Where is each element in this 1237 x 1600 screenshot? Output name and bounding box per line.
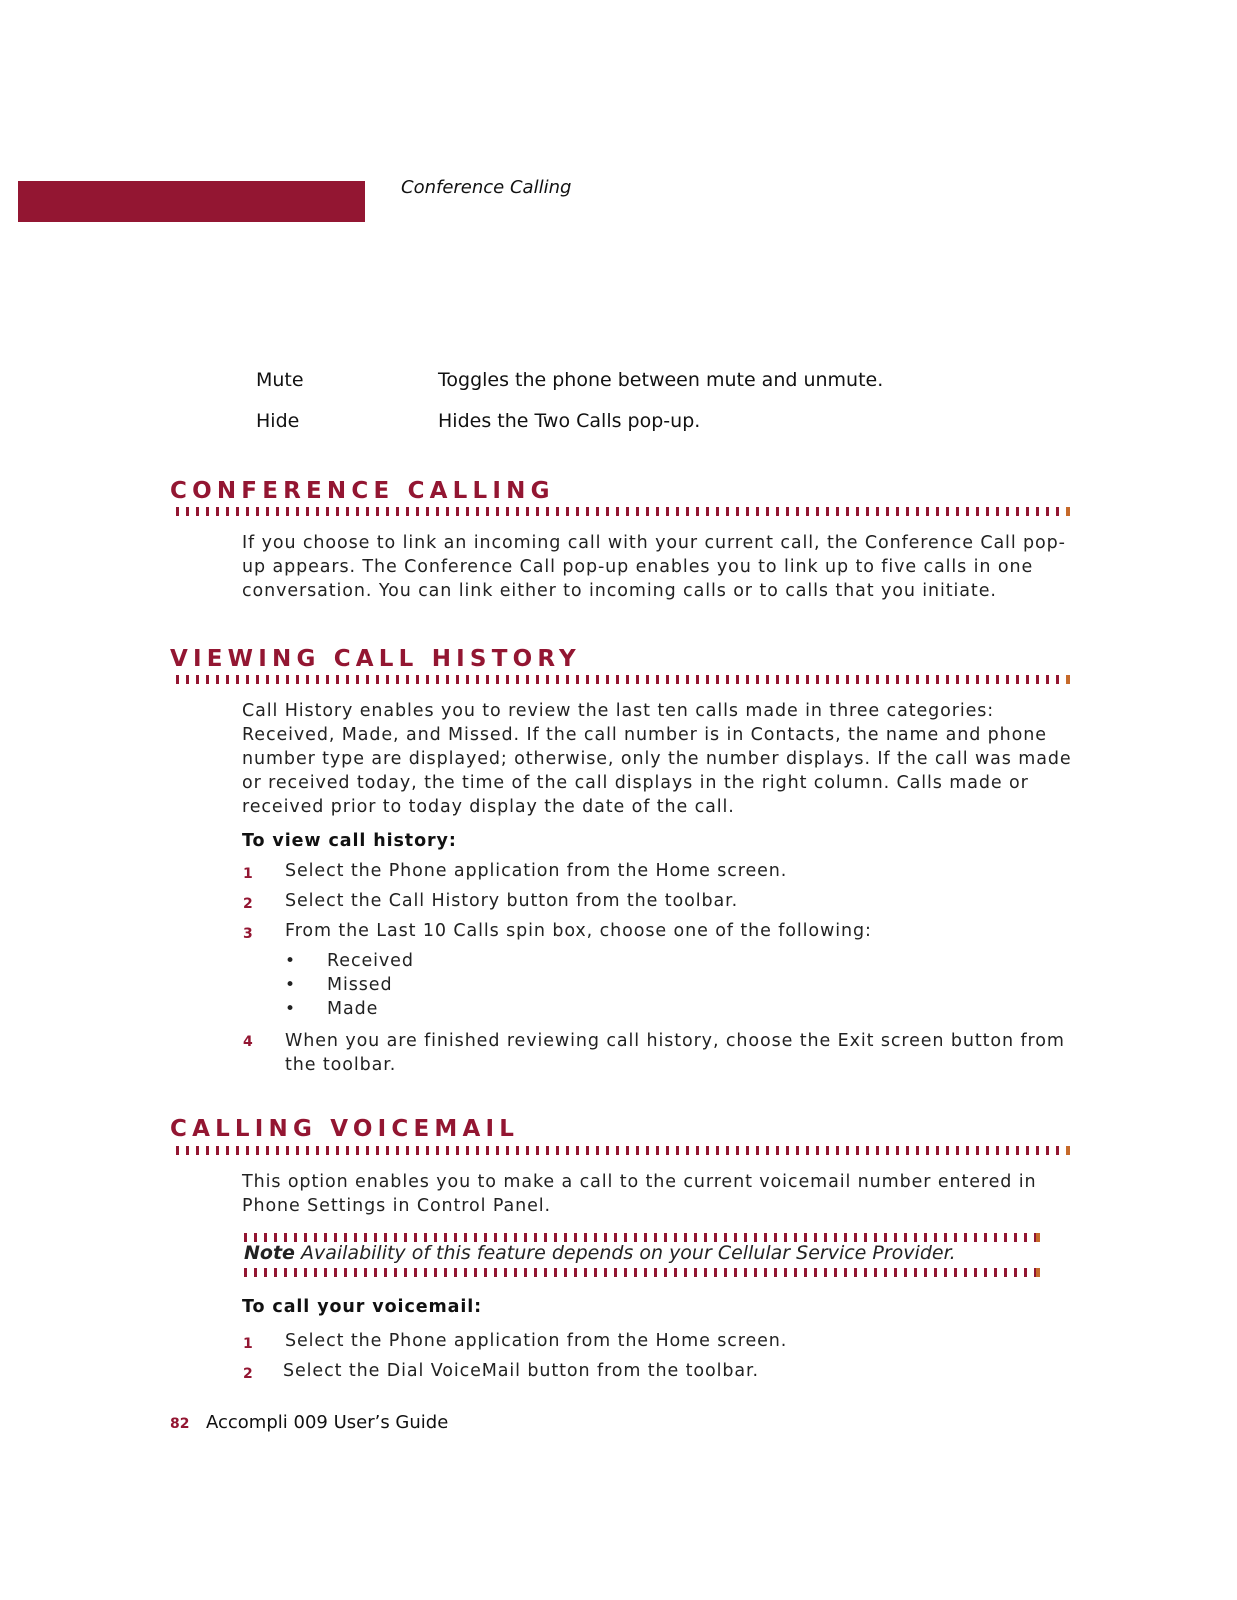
step-number: 3 [243, 926, 253, 942]
calling-voicemail-paragraph: This option enables you to make a call to the current voicemail number entered in Phone Settings in Control Panel. [242, 1172, 1037, 1216]
procedure-title-view-call-history: To view call history: [242, 831, 457, 851]
step-text: Select the Phone application from the Home screen. [285, 1331, 788, 1351]
section-heading-calling-voicemail: CALLING VOICEMAIL [170, 1116, 520, 1142]
bullet-icon: • [285, 999, 296, 1019]
section-heading-conference-calling: CONFERENCE CALLING [170, 478, 555, 504]
note-label: Note [244, 1242, 295, 1264]
section-heading-viewing-call-history: VIEWING CALL HISTORY [170, 646, 581, 672]
step-text: From the Last 10 Calls spin box, choose one of the following: [285, 921, 872, 941]
note-rule-bottom [244, 1268, 1036, 1277]
definition-term-hide: Hide [256, 410, 300, 432]
section-rule-end [1066, 1146, 1070, 1155]
bullet-item-missed: Missed [327, 975, 393, 995]
note [244, 1242, 956, 1264]
note-rule-end [1036, 1268, 1040, 1277]
call-history-paragraph: Call History enables you to review the last ten calls made in three categories: Received, Made, and Missed. If the call number is in Contacts, the name and phone number type are displayed; otherwise, only the number displays. If the call was made or received today, the time of the call displays in the right column. Calls made or received prior to today display the date of the call. [242, 701, 1072, 817]
bullet-icon: • [285, 975, 296, 995]
step-number: 1 [243, 866, 253, 882]
section-rule [176, 1146, 1066, 1155]
step-number: 4 [243, 1034, 253, 1050]
conference-calling-paragraph: If you choose to link an incoming call with your current call, the Conference Call pop-up appears. The Conference Call pop-up enables you to link up to five calls in one conversation. You can link either to incoming calls or to calls that you initiate. [242, 533, 1066, 601]
section-rule [176, 507, 1066, 516]
footer-guide-title: Accompli 009 User’s Guide [206, 1412, 449, 1433]
step-number: 2 [243, 1366, 253, 1382]
step-number: 1 [243, 1336, 253, 1352]
step-text: Select the Dial VoiceMail button from the toolbar. [283, 1361, 759, 1381]
step-text: When you are finished reviewing call history, choose the Exit screen button from the toolbar. [285, 1031, 1065, 1075]
definition-desc-mute: Toggles the phone between mute and unmute. [438, 369, 884, 391]
note-rule-end [1036, 1233, 1040, 1242]
bullet-icon: • [285, 951, 296, 971]
definition-desc-hide: Hides the Two Calls pop-up. [438, 410, 701, 432]
note-rule-top [244, 1233, 1036, 1242]
step-number: 2 [243, 896, 253, 912]
note-text: Availability of this feature depends on your Cellular Service Provider. [300, 1242, 956, 1264]
section-rule-end [1066, 675, 1070, 684]
step-text: Select the Phone application from the Home screen. [285, 861, 788, 881]
section-rule [176, 675, 1066, 684]
definition-term-mute: Mute [256, 369, 304, 391]
running-header-title: Conference Calling [401, 177, 572, 198]
page-number: 82 [170, 1416, 190, 1432]
step-text: Select the Call History button from the toolbar. [285, 891, 739, 911]
header-color-bar [18, 181, 365, 222]
procedure-title-call-voicemail: To call your voicemail: [242, 1297, 483, 1317]
section-rule-end [1066, 507, 1070, 516]
bullet-item-received: Received [327, 951, 414, 971]
bullet-item-made: Made [327, 999, 379, 1019]
